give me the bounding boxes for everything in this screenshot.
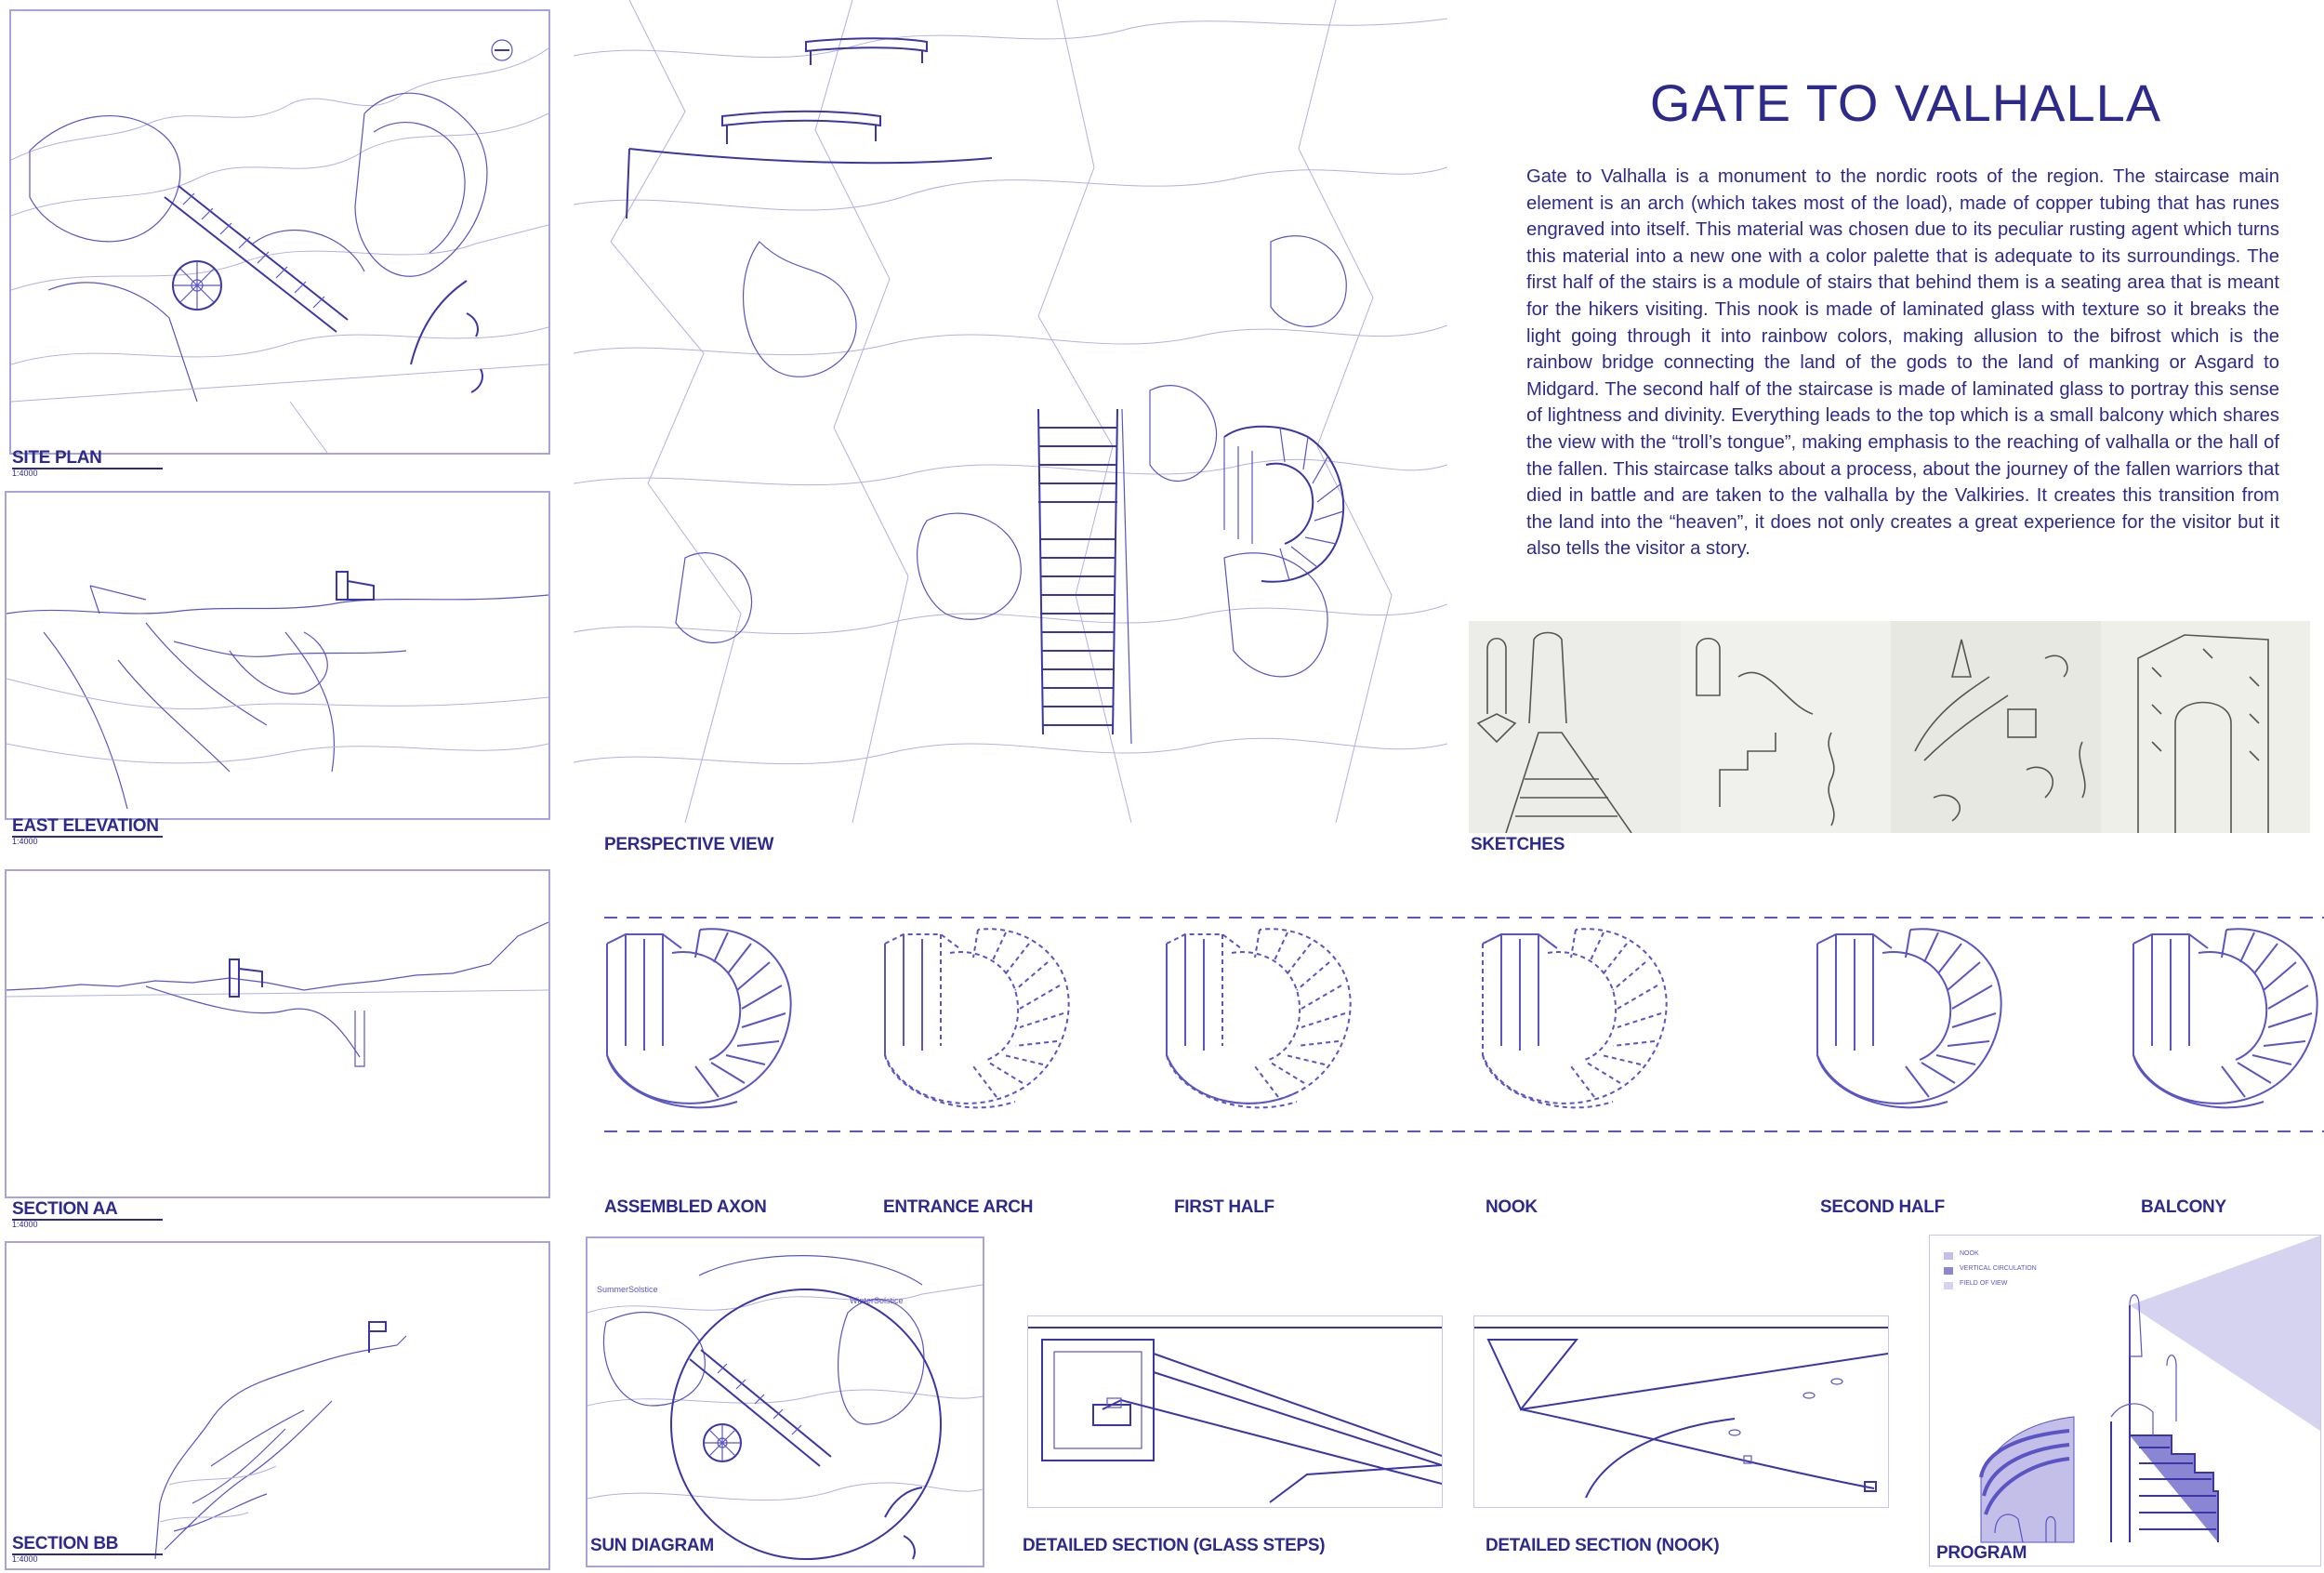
site-plan-nook-rosette [173, 261, 221, 310]
axon-nook-solid [1483, 934, 1557, 1051]
entrance-arch-label: ENTRANCE ARCH [883, 1197, 1034, 1217]
section-bb-drawing [7, 1243, 548, 1568]
site-plan-panel [9, 9, 550, 455]
section-aa-drawing [7, 871, 548, 1196]
perspective-stair [1038, 409, 1131, 744]
site-plan-drawing [11, 11, 548, 453]
axon-first-half-solid [1167, 934, 1297, 1104]
sun-path-circle [671, 1289, 941, 1559]
section-bb-scale: 1:4000 [12, 1554, 38, 1564]
assembled-axon-label: ASSEMBLED AXON [604, 1197, 767, 1217]
site-plan-label: SITE PLAN [12, 448, 102, 468]
axon-sequence-drawing [572, 916, 2324, 1139]
board-title: GATE TO VALHALLA [1649, 73, 2162, 132]
legend-field-of-view: FIELD OF VIEW [1960, 1280, 2008, 1287]
project-description: Gate to Valhalla is a monument to the nordic roots of the region. The staircase main element is an arch (which takes most of the load), made of copper tubing that has runes engraved into itself. This material was chosen due to its peculiar rusting agent which turns this material into a new one with a color palette that is adequate to its surroundings. The first half of the stairs is a module of stairs that behind them is a seating area that is meant for the hikers visiting. This nook is made of laminated glass with texture so it breaks the light going through it into rainbow colors, making allusion to the bifrost which is the rainbow bridge connecting the land of the gods to the land of manking or Asgard to Midgard. The second half of the staircase is made of laminated glass to portray this sense of lightness and divinity. Everything leads to the top which is a small balcony which shares the view with the “troll’s tongue”, making emphasis to the reaching of valhalla or the hall of the fallen. This staircase talks about a process, about the journey of the fallen warriors that died in battle and are taken to the valhalla by the Valkiries. It creates this transition from the land into the “heaven”, it does not only creates a great experience for the visitor but it also tells the visitor a story. [1526, 166, 2279, 560]
sun-diagram-stair [690, 1350, 831, 1466]
sketches-drawing [1469, 621, 2310, 833]
east-elevation-panel [5, 491, 550, 820]
north-arrow-icon [492, 40, 512, 60]
east-elevation-scale: 1:4000 [12, 837, 38, 846]
legend-nook: NOOK [1960, 1250, 1979, 1257]
site-plan-scale: 1:4000 [12, 469, 38, 478]
axon-balcony [2133, 929, 2317, 1107]
nook-label: NOOK [1486, 1197, 1538, 1217]
sun-diagram-rosette [704, 1424, 741, 1461]
section-aa-label: SECTION AA [12, 1199, 118, 1219]
perspective-view-label: PERSPECTIVE VIEW [604, 835, 774, 854]
sun-diagram-drawing [588, 1238, 983, 1566]
site-plan-stair [165, 186, 348, 332]
section-bb-panel [5, 1241, 550, 1570]
program-panel [1929, 1235, 2321, 1566]
detailed-nook-drawing [1474, 1316, 1888, 1507]
perspective-benches [627, 38, 992, 218]
axon-entrance-arch [885, 929, 1069, 1107]
legend-vertical-circulation: VERTICAL CIRCULATION [1960, 1265, 2037, 1272]
axon-assembled [607, 929, 791, 1107]
balcony-label: BALCONY [2141, 1197, 2226, 1217]
nook-shape [1981, 1417, 2074, 1542]
elevation-tower [337, 572, 374, 600]
axon-first-half [1167, 929, 1351, 1107]
program-legend [1944, 1252, 1953, 1289]
axon-second-half [1817, 929, 2001, 1107]
east-elevation-label: EAST ELEVATION [12, 816, 159, 836]
detailed-nook-label: DETAILED SECTION (NOOK) [1486, 1536, 1720, 1555]
detailed-glass-panel [1027, 1315, 1443, 1508]
sketches-label: SKETCHES [1471, 835, 1565, 854]
east-elevation-drawing [7, 493, 548, 818]
detailed-nook-panel [1473, 1315, 1889, 1508]
detailed-glass-label: DETAILED SECTION (GLASS STEPS) [1023, 1536, 1326, 1555]
section-bb-label: SECTION BB [12, 1534, 119, 1553]
detailed-glass-drawing [1028, 1316, 1442, 1507]
winter-solstice-label: WinterSolstice [850, 1296, 904, 1305]
section-aa-scale: 1:4000 [12, 1220, 38, 1229]
perspective-view-drawing [574, 0, 1447, 823]
axon-entrance-arch-solid [885, 934, 922, 1055]
first-half-label: FIRST HALF [1174, 1197, 1274, 1217]
sketches-panel [1469, 621, 2310, 833]
program-label: PROGRAM [1936, 1543, 2027, 1563]
perspective-view-panel [574, 0, 1447, 823]
section-aa-panel [5, 869, 550, 1198]
sun-diagram-label: SUN DIAGRAM [590, 1536, 714, 1555]
sun-diagram-panel [586, 1236, 984, 1567]
summer-solstice-label: SummerSolstice [597, 1285, 658, 1294]
field-of-view-shape [2130, 1236, 2320, 1431]
axon-sequence [572, 916, 2324, 1139]
second-half-label: SECOND HALF [1820, 1197, 1945, 1217]
axon-nook [1483, 929, 1667, 1107]
